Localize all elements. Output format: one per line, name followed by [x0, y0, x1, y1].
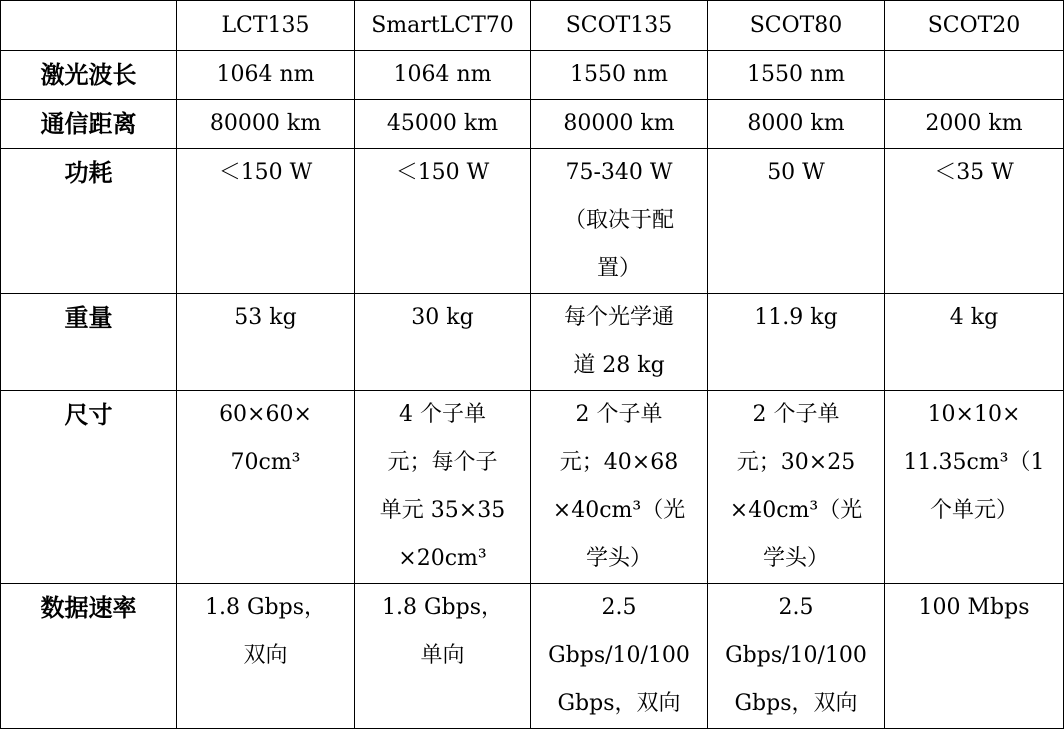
table-cell: ＜150 W [355, 149, 531, 294]
table-cell: 60×60× 70cm³ [177, 391, 355, 584]
table-cell: 1.8 Gbps， 双向 [177, 584, 355, 729]
row-label-size: 尺寸 [1, 391, 177, 584]
table-cell: ＜150 W [177, 149, 355, 294]
row-label-distance: 通信距离 [1, 100, 177, 149]
table-cell: 每个光学通 道 28 kg [531, 294, 708, 391]
table-cell: 1064 nm [177, 51, 355, 100]
table-cell: ＜35 W [885, 149, 1064, 294]
table-cell: 2000 km [885, 100, 1064, 149]
row-label-weight: 重量 [1, 294, 177, 391]
table-cell: 4 kg [885, 294, 1064, 391]
table-cell: 2 个子单 元；40×68 ×40cm³（光 学头） [531, 391, 708, 584]
table-cell: 2 个子单 元；30×25 ×40cm³（光 学头） [708, 391, 885, 584]
table-cell: 1.8 Gbps， 单向 [355, 584, 531, 729]
table-cell: 2.5 Gbps/10/100 Gbps，双向 [531, 584, 708, 729]
table-cell: 45000 km [355, 100, 531, 149]
table-cell: 10×10× 11.35cm³（1 个单元） [885, 391, 1064, 584]
table-cell [885, 51, 1064, 100]
table-cell: 80000 km [531, 100, 708, 149]
header-cell-lct135: LCT135 [177, 1, 355, 51]
table-cell: 8000 km [708, 100, 885, 149]
table-row-weight [1, 294, 1064, 391]
table-row-wavelength [1, 51, 1064, 100]
table-row-power [1, 149, 1064, 294]
table-cell: 80000 km [177, 100, 355, 149]
header-cell-scot80: SCOT80 [708, 1, 885, 51]
row-label-power: 功耗 [1, 149, 177, 294]
table-cell: 75-340 W （取决于配 置） [531, 149, 708, 294]
table-row-distance [1, 100, 1064, 149]
table-row-datarate [1, 584, 1064, 729]
table-cell: 50 W [708, 149, 885, 294]
table-header-row [1, 1, 1064, 51]
header-cell-scot20: SCOT20 [885, 1, 1064, 51]
table-cell: 1550 nm [531, 51, 708, 100]
row-label-datarate: 数据速率 [1, 584, 177, 729]
header-cell-corner [1, 1, 177, 51]
header-cell-scot135: SCOT135 [531, 1, 708, 51]
table-cell: 53 kg [177, 294, 355, 391]
row-label-wavelength: 激光波长 [1, 51, 177, 100]
table-cell: 1064 nm [355, 51, 531, 100]
table-cell: 4 个子单 元；每个子 单元 35×35 ×20cm³ [355, 391, 531, 584]
table-cell: 11.9 kg [708, 294, 885, 391]
table-cell: 1550 nm [708, 51, 885, 100]
table-cell: 30 kg [355, 294, 531, 391]
header-cell-smartlct70: SmartLCT70 [355, 1, 531, 51]
table-row-size [1, 391, 1064, 584]
table-cell: 2.5 Gbps/10/100 Gbps，双向 [708, 584, 885, 729]
table-cell: 100 Mbps [885, 584, 1064, 729]
